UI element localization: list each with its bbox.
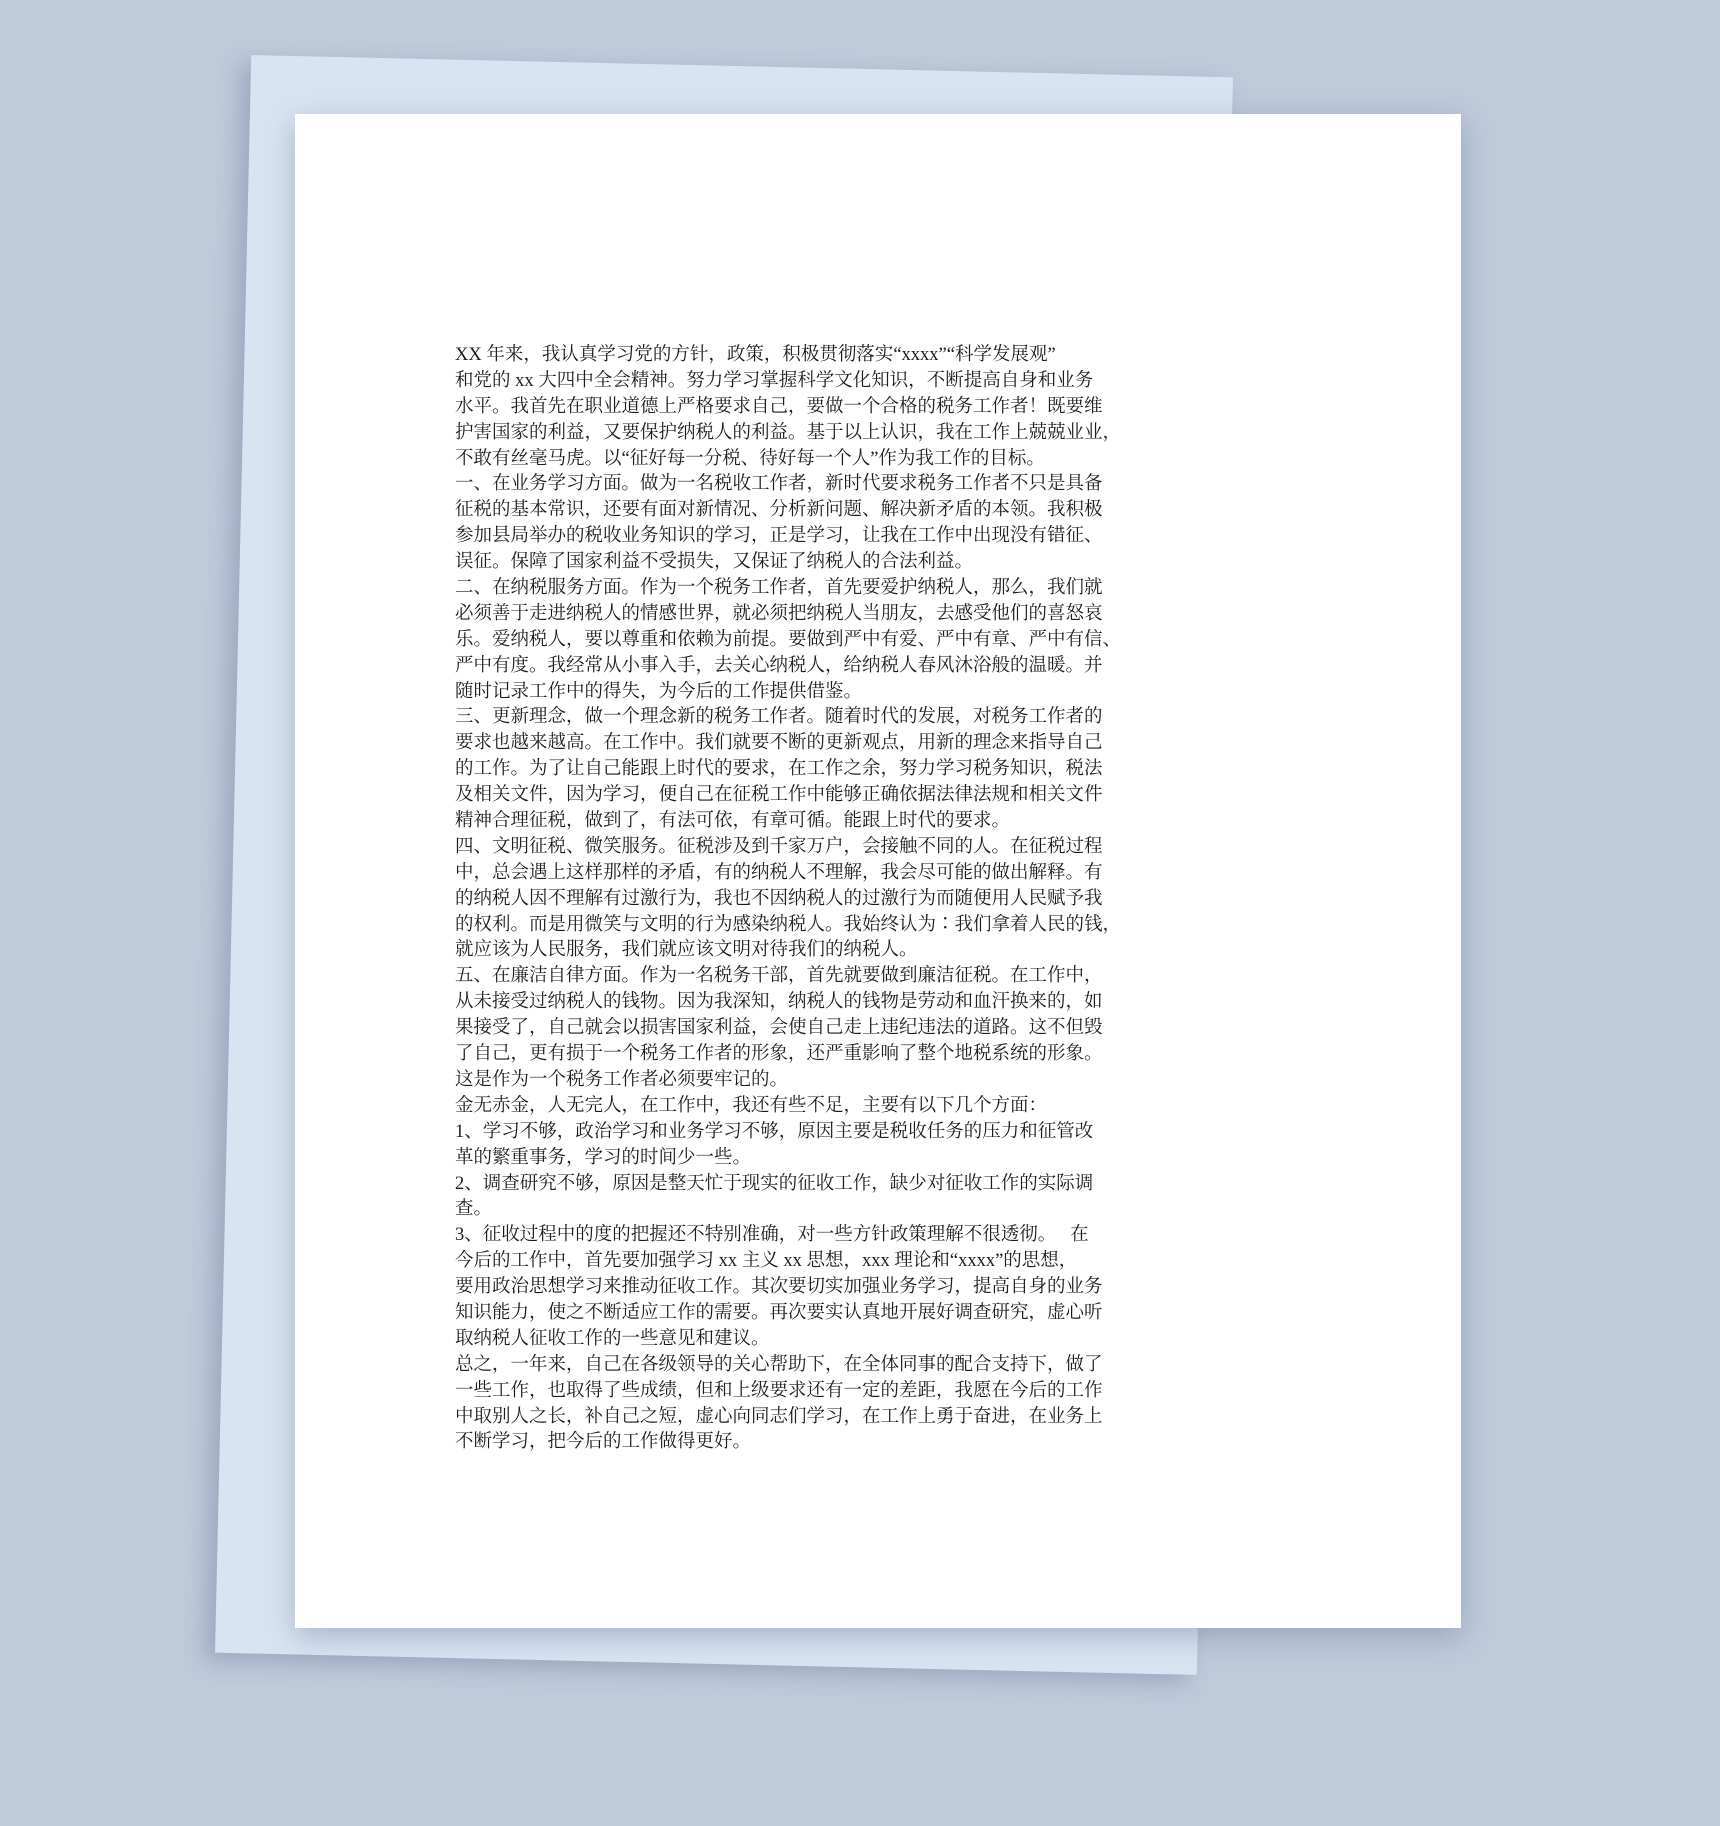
text-line: 取纳税人征收工作的一些意见和建议。 bbox=[455, 1328, 770, 1349]
text-line: 水平。我首先在职业道德上严格要求自己，要做一个合格的税务工作者！既要维 bbox=[455, 396, 1103, 417]
text-line: 要求也越来越高。在工作中。我们就要不断的更新观点，用新的理念来指导自己 bbox=[455, 733, 1103, 754]
text-line: 总之，一年来，自己在各级领导的关心帮助下，在全体同事的配合支持下，做了 bbox=[455, 1354, 1103, 1375]
text-line: 五、在廉洁自律方面。作为一名税务干部，首先就要做到廉洁征税。在工作中， bbox=[455, 966, 1103, 987]
text-line: 参加县局举办的税收业务知识的学习，正是学习，让我在工作中出现没有错征、 bbox=[455, 526, 1103, 547]
text-line: 的纳税人因不理解有过激行为，我也不因纳税人的过激行为而随便用人民赋予我 bbox=[455, 888, 1103, 909]
text-line: 金无赤金，人无完人，在工作中，我还有些不足，主要有以下几个方面： bbox=[455, 1095, 1048, 1116]
text-line: XX 年来，我认真学习党的方针，政策，积极贯彻落实“xxxx”“科学发展观” bbox=[455, 345, 1056, 365]
text-line: 不敢有丝毫马虎。以“征好每一分税、待好每一个人”作为我工作的目标。 bbox=[455, 448, 1045, 469]
text-line: 误征。保障了国家利益不受损失，又保证了纳税人的合法利益。 bbox=[455, 552, 974, 573]
text-line: 革的繁重事务，学习的时间少一些。 bbox=[455, 1147, 752, 1168]
text-line: 中，总会遇上这样那样的矛盾，有的纳税人不理解，我会尽可能的做出解释。有 bbox=[455, 862, 1103, 883]
text-line: 一、在业务学习方面。做为一名税收工作者，新时代要求税务工作者不只是具备 bbox=[455, 474, 1103, 495]
text-line: 和党的 xx 大四中全会精神。努力学习掌握科学文化知识，不断提高自身和业务 bbox=[455, 370, 1094, 391]
text-line: 严中有度。我经常从小事入手，去关心纳税人，给纳税人春风沐浴般的温暖。并 bbox=[455, 655, 1103, 676]
text-line: 二、在纳税服务方面。作为一个税务工作者，首先要爱护纳税人，那么，我们就 bbox=[455, 578, 1103, 599]
text-line: 必须善于走进纳税人的情感世界，就必须把纳税人当朋友，去感受他们的喜怒哀 bbox=[455, 603, 1103, 624]
text-line: 精神合理征税，做到了，有法可依，有章可循。能跟上时代的要求。 bbox=[455, 811, 1011, 832]
text-line: 了自己，更有损于一个税务工作者的形象，还严重影响了整个地税系统的形象。 bbox=[455, 1044, 1103, 1065]
document-page bbox=[295, 114, 1461, 1628]
text-line: 的工作。为了让自己能跟上时代的要求，在工作之余，努力学习税务知识，税法 bbox=[455, 759, 1103, 780]
text-line: 一些工作，也取得了些成绩，但和上级要求还有一定的差距，我愿在今后的工作 bbox=[455, 1380, 1103, 1401]
text-line: 的权利。而是用微笑与文明的行为感染纳税人。我始终认为∶我们拿着人民的钱， bbox=[455, 914, 1122, 935]
text-line: 1、学习不够，政治学习和业务学习不够，原因主要是税收任务的压力和征管改 bbox=[455, 1121, 1094, 1142]
text-line: 及相关文件，因为学习，便自己在征税工作中能够正确依据法律法规和相关文件 bbox=[455, 785, 1103, 806]
text-line: 2、调查研究不够，原因是整天忙于现实的征收工作，缺少对征收工作的实际调 bbox=[455, 1173, 1094, 1194]
text-line: 今后的工作中，首先要加强学习 xx 主义 xx 思想，xxx 理论和“xxxx”的思想， bbox=[455, 1251, 1078, 1272]
text-line: 护害国家的利益，又要保护纳税人的利益。基于以上认识，我在工作上兢兢业业， bbox=[455, 422, 1122, 443]
text-line: 查。 bbox=[455, 1199, 493, 1220]
text-line: 中取别人之长，补自己之短，虚心向同志们学习，在工作上勇于奋进，在业务上 bbox=[455, 1406, 1103, 1427]
text-line: 征税的基本常识，还要有面对新情况、分析新问题、解决新矛盾的本领。我积极 bbox=[455, 500, 1103, 521]
text-line: 从未接受过纳税人的钱物。因为我深知，纳税人的钱物是劳动和血汗换来的，如 bbox=[455, 992, 1103, 1013]
text-line: 四、文明征税、微笑服务。征税涉及到千家万户，会接触不同的人。在征税过程 bbox=[455, 836, 1103, 857]
text-line: 知识能力，使之不断适应工作的需要。再次要实认真地开展好调查研究，虚心听 bbox=[455, 1302, 1103, 1323]
text-line: 乐。爱纳税人，要以尊重和依赖为前提。要做到严中有爱、严中有章、严中有信、 bbox=[455, 629, 1122, 650]
text-line: 三、更新理念，做一个理念新的税务工作者。随着时代的发展，对税务工作者的 bbox=[455, 707, 1103, 728]
text-line: 随时记录工作中的得失，为今后的工作提供借鉴。 bbox=[455, 681, 863, 702]
text-line: 果接受了，自己就会以损害国家利益，会使自己走上违纪违法的道路。这不但毁 bbox=[455, 1018, 1103, 1039]
text-line: 就应该为人民服务，我们就应该文明对待我们的纳税人。 bbox=[455, 940, 918, 961]
document-text-block bbox=[455, 343, 1122, 1456]
text-line: 这是作为一个税务工作者必须要牢记的。 bbox=[455, 1069, 789, 1090]
text-line: 不断学习，把今后的工作做得更好。 bbox=[455, 1432, 752, 1453]
text-line: 3、征收过程中的度的把握还不特别准确，对一些方针政策理解不很透彻。 在 bbox=[455, 1225, 1089, 1246]
text-line: 要用政治思想学习来推动征收工作。其次要切实加强业务学习，提高自身的业务 bbox=[455, 1277, 1103, 1298]
